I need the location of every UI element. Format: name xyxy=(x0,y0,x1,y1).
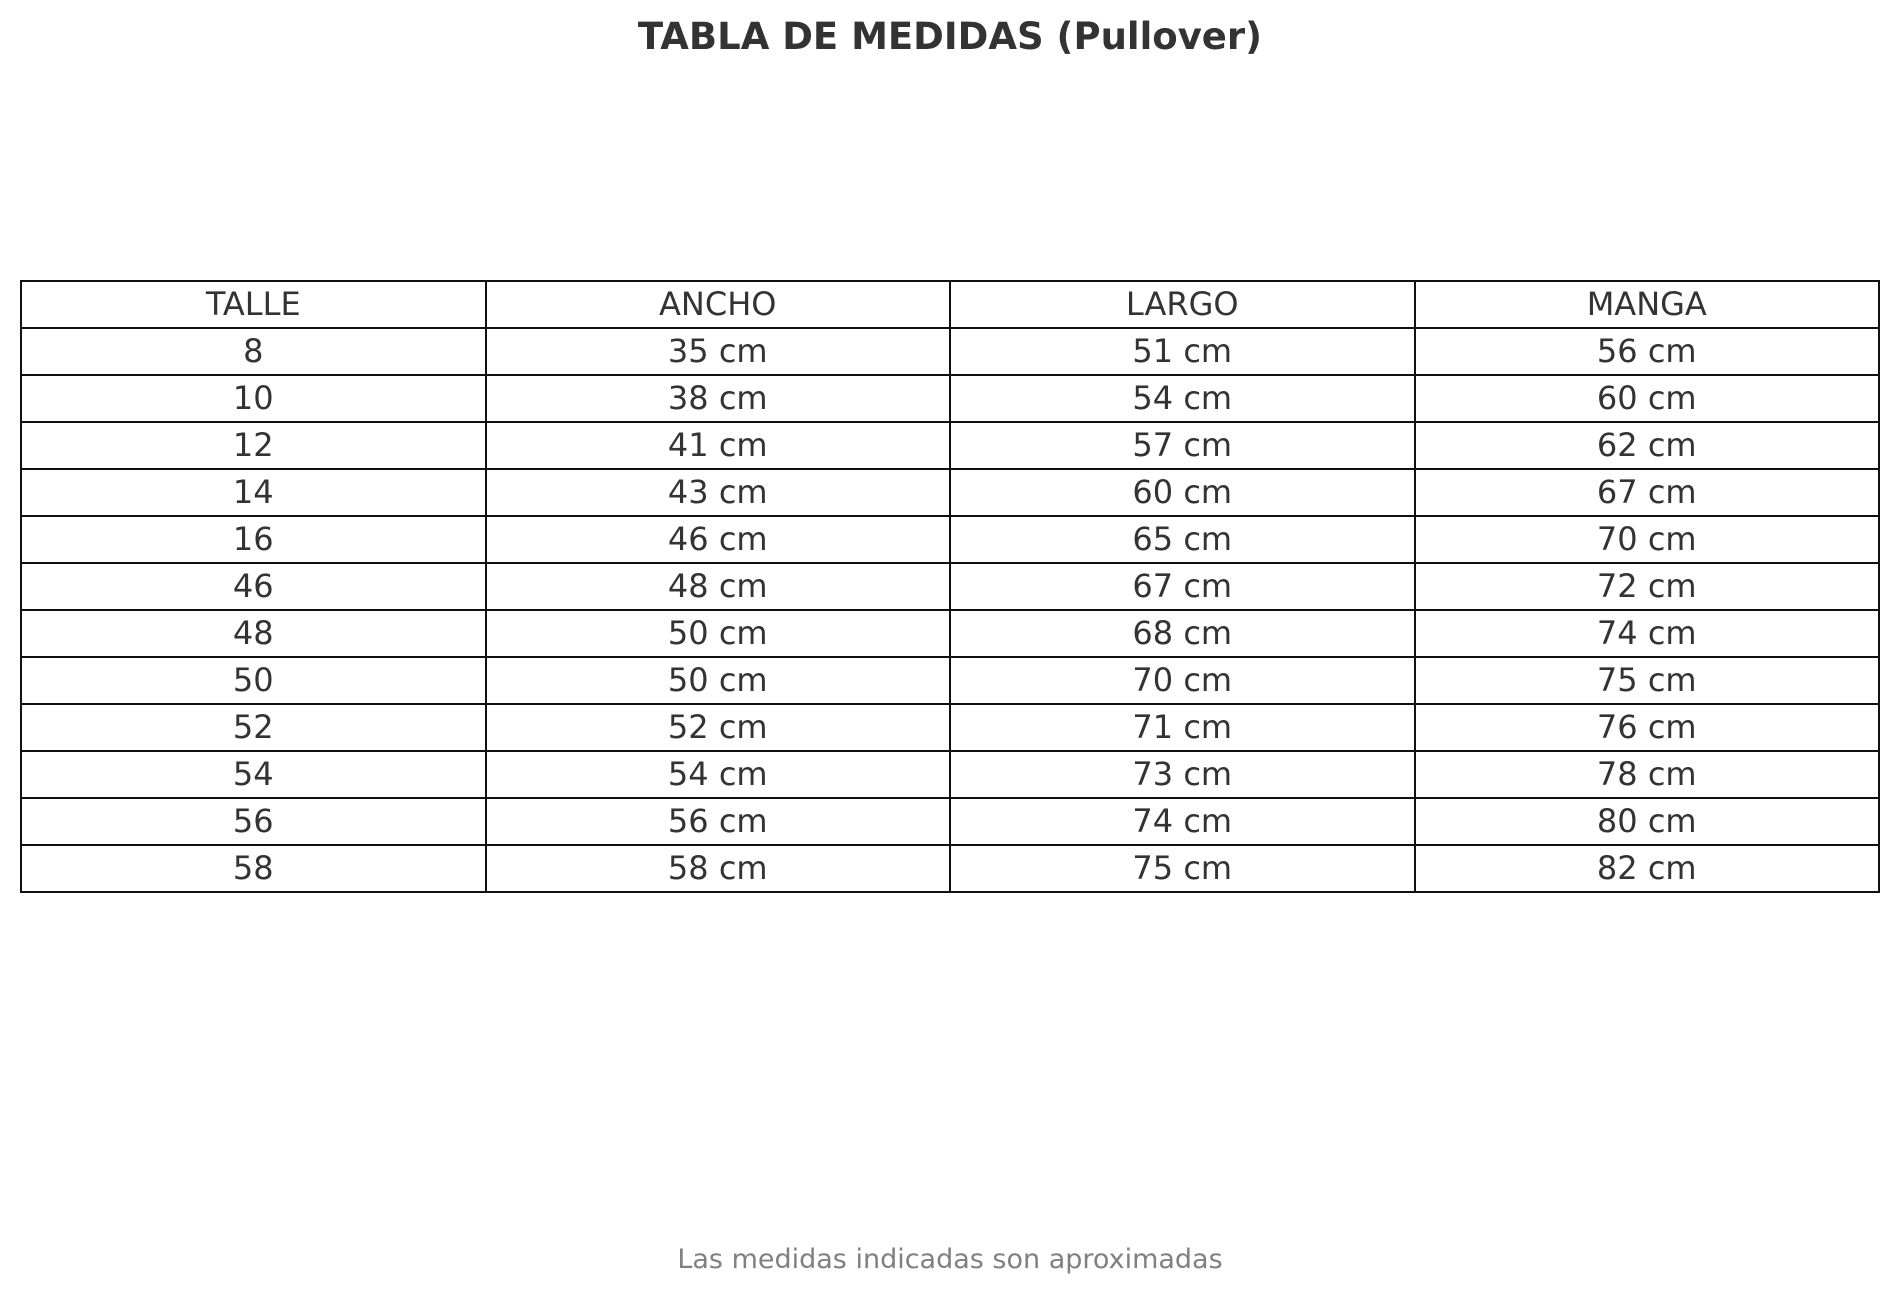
table-cell: 70 cm xyxy=(1415,516,1880,563)
table-cell: 12 xyxy=(21,422,486,469)
table-cell: 67 cm xyxy=(950,563,1415,610)
table-row xyxy=(21,751,1879,798)
column-header-ancho: ANCHO xyxy=(486,281,951,328)
table-row xyxy=(21,610,1879,657)
table-cell: 56 cm xyxy=(486,798,951,845)
table-cell: 74 cm xyxy=(950,798,1415,845)
table-cell: 57 cm xyxy=(950,422,1415,469)
footnote: Las medidas indicadas son aproximadas xyxy=(677,1244,1223,1275)
table-cell: 82 cm xyxy=(1415,845,1880,892)
table-cell: 52 xyxy=(21,704,486,751)
table-cell: 76 cm xyxy=(1415,704,1880,751)
table-cell: 54 cm xyxy=(950,375,1415,422)
table-cell: 75 cm xyxy=(950,845,1415,892)
column-header-talle: TALLE xyxy=(21,281,486,328)
table-cell: 50 xyxy=(21,657,486,704)
table-cell: 65 cm xyxy=(950,516,1415,563)
table-cell: 73 cm xyxy=(950,751,1415,798)
table-cell: 54 cm xyxy=(486,751,951,798)
table-row xyxy=(21,845,1879,892)
table-cell: 54 xyxy=(21,751,486,798)
table-cell: 51 cm xyxy=(950,328,1415,375)
table-cell: 8 xyxy=(21,328,486,375)
table-cell: 56 cm xyxy=(1415,328,1880,375)
table-cell: 72 cm xyxy=(1415,563,1880,610)
table-cell: 43 cm xyxy=(486,469,951,516)
table-cell: 46 xyxy=(21,563,486,610)
table-cell: 50 cm xyxy=(486,657,951,704)
table-cell: 16 xyxy=(21,516,486,563)
table-cell: 38 cm xyxy=(486,375,951,422)
table-cell: 56 xyxy=(21,798,486,845)
table-cell: 35 cm xyxy=(486,328,951,375)
size-table xyxy=(20,280,1880,893)
table-row xyxy=(21,422,1879,469)
table-row xyxy=(21,328,1879,375)
table-cell: 60 cm xyxy=(1415,375,1880,422)
table-row xyxy=(21,375,1879,422)
table-cell: 48 cm xyxy=(486,563,951,610)
column-header-manga: MANGA xyxy=(1415,281,1880,328)
table-cell: 68 cm xyxy=(950,610,1415,657)
table-cell: 78 cm xyxy=(1415,751,1880,798)
table-cell: 71 cm xyxy=(950,704,1415,751)
table-cell: 50 cm xyxy=(486,610,951,657)
table-row xyxy=(21,563,1879,610)
table-cell: 67 cm xyxy=(1415,469,1880,516)
table-cell: 46 cm xyxy=(486,516,951,563)
table-header-row xyxy=(21,281,1879,328)
table-cell: 52 cm xyxy=(486,704,951,751)
table-row xyxy=(21,469,1879,516)
column-header-largo: LARGO xyxy=(950,281,1415,328)
table-cell: 58 xyxy=(21,845,486,892)
table-cell: 48 xyxy=(21,610,486,657)
table-cell: 75 cm xyxy=(1415,657,1880,704)
table-row xyxy=(21,657,1879,704)
table-cell: 60 cm xyxy=(950,469,1415,516)
table-cell: 41 cm xyxy=(486,422,951,469)
table-cell: 70 cm xyxy=(950,657,1415,704)
table-cell: 58 cm xyxy=(486,845,951,892)
table-cell: 62 cm xyxy=(1415,422,1880,469)
page-title: TABLA DE MEDIDAS (Pullover) xyxy=(637,15,1263,58)
table-row xyxy=(21,516,1879,563)
table-row xyxy=(21,704,1879,751)
table-cell: 80 cm xyxy=(1415,798,1880,845)
table-cell: 14 xyxy=(21,469,486,516)
table-row xyxy=(21,798,1879,845)
table-cell: 74 cm xyxy=(1415,610,1880,657)
table-cell: 10 xyxy=(21,375,486,422)
